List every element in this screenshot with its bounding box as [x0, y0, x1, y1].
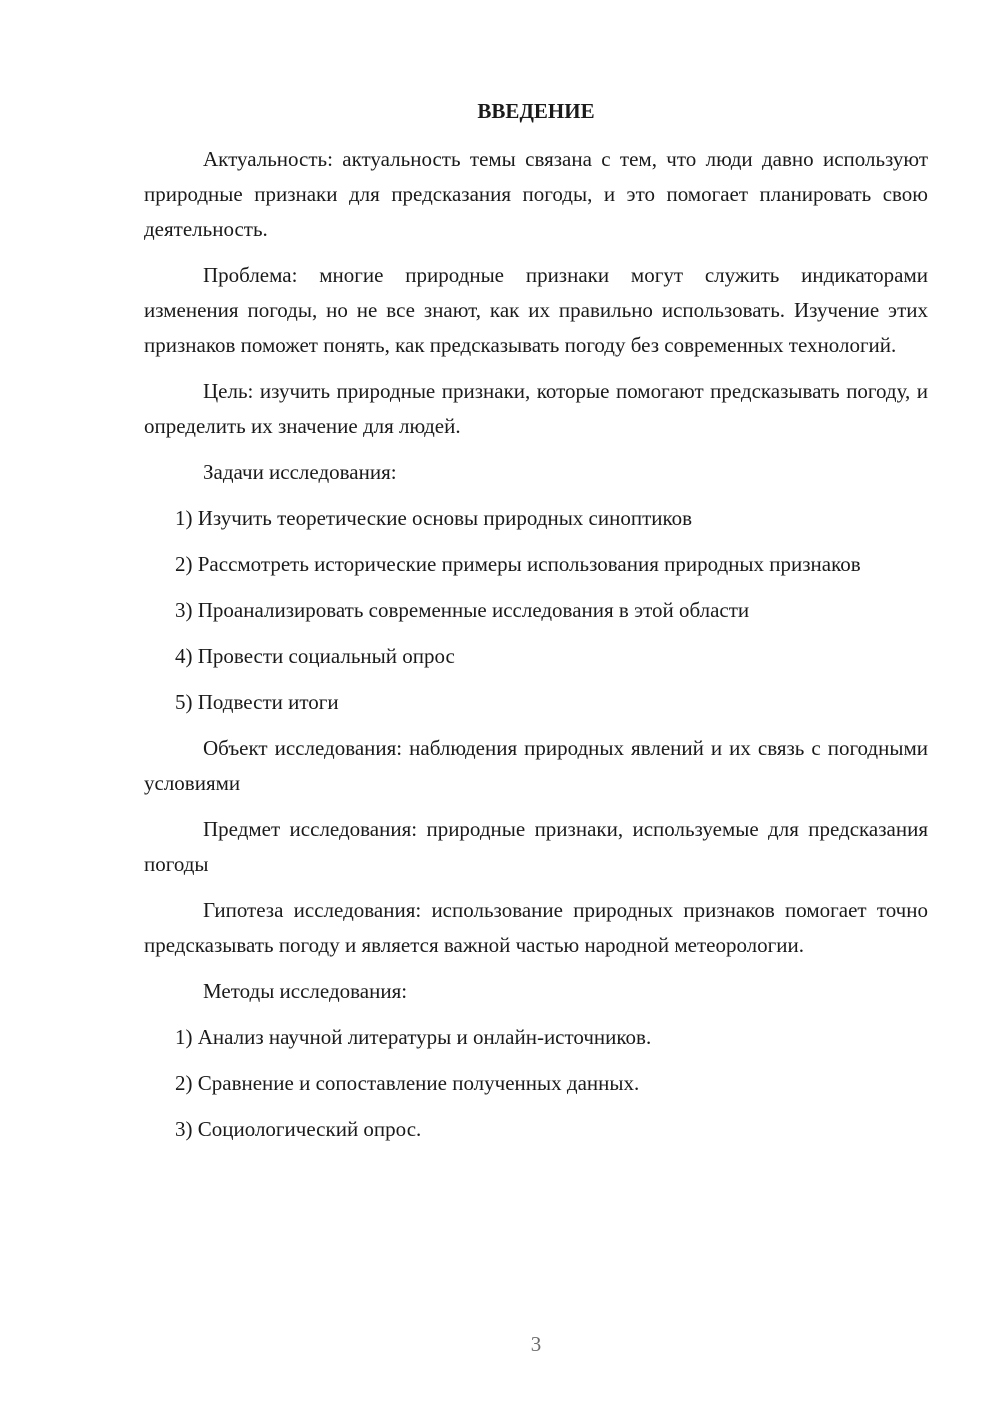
- method-item-2: 2) Сравнение и сопоставление полученных данных.: [175, 1071, 640, 1095]
- subject-paragraph: Предмет исследования: природные признаки, используемые для предсказания погоды: [144, 817, 928, 876]
- goal-paragraph: Цель: изучить природные признаки, которые помогают предсказывать погоду, и определить их значение для людей.: [144, 379, 928, 438]
- task-item-4: 4) Провести социальный опрос: [175, 644, 455, 668]
- task-item-1: 1) Изучить теоретические основы природных синоптиков: [175, 506, 693, 530]
- page-number: 3: [530, 1332, 542, 1356]
- page-title: ВВЕДЕНИЕ: [477, 99, 595, 123]
- task-item-5: 5) Подвести итоги: [175, 690, 339, 714]
- problem-paragraph: Проблема: многие природные признаки могут служить индикаторами изменения погоды, но не все знают, как их правильно использовать. Изучение этих признаков поможет понять, как предсказывать погоду без современных технологий.: [144, 263, 928, 357]
- task-item-3: 3) Проанализировать современные исследования в этой области: [175, 598, 750, 622]
- relevance-paragraph: Актуальность: актуальность темы связана с тем, что люди давно используют природные признаки для предсказания погоды, и это помогает планировать свою деятельность.: [144, 147, 928, 241]
- task-item-2: 2) Рассмотреть исторические примеры использования природных признаков: [175, 552, 861, 576]
- method-item-1: 1) Анализ научной литературы и онлайн-источников.: [175, 1025, 652, 1049]
- tasks-heading: Задачи исследования:: [203, 460, 397, 484]
- method-item-3: 3) Социологический опрос.: [175, 1117, 422, 1141]
- document-page: [144, 96, 928, 1158]
- object-paragraph: Объект исследования: наблюдения природных явлений и их связь с погодными условиями: [144, 736, 928, 795]
- hypothesis-paragraph: Гипотеза исследования: использование природных признаков помогает точно предсказывать погоду и является важной частью народной метеорологии.: [144, 898, 928, 957]
- methods-heading: Методы исследования:: [203, 979, 408, 1003]
